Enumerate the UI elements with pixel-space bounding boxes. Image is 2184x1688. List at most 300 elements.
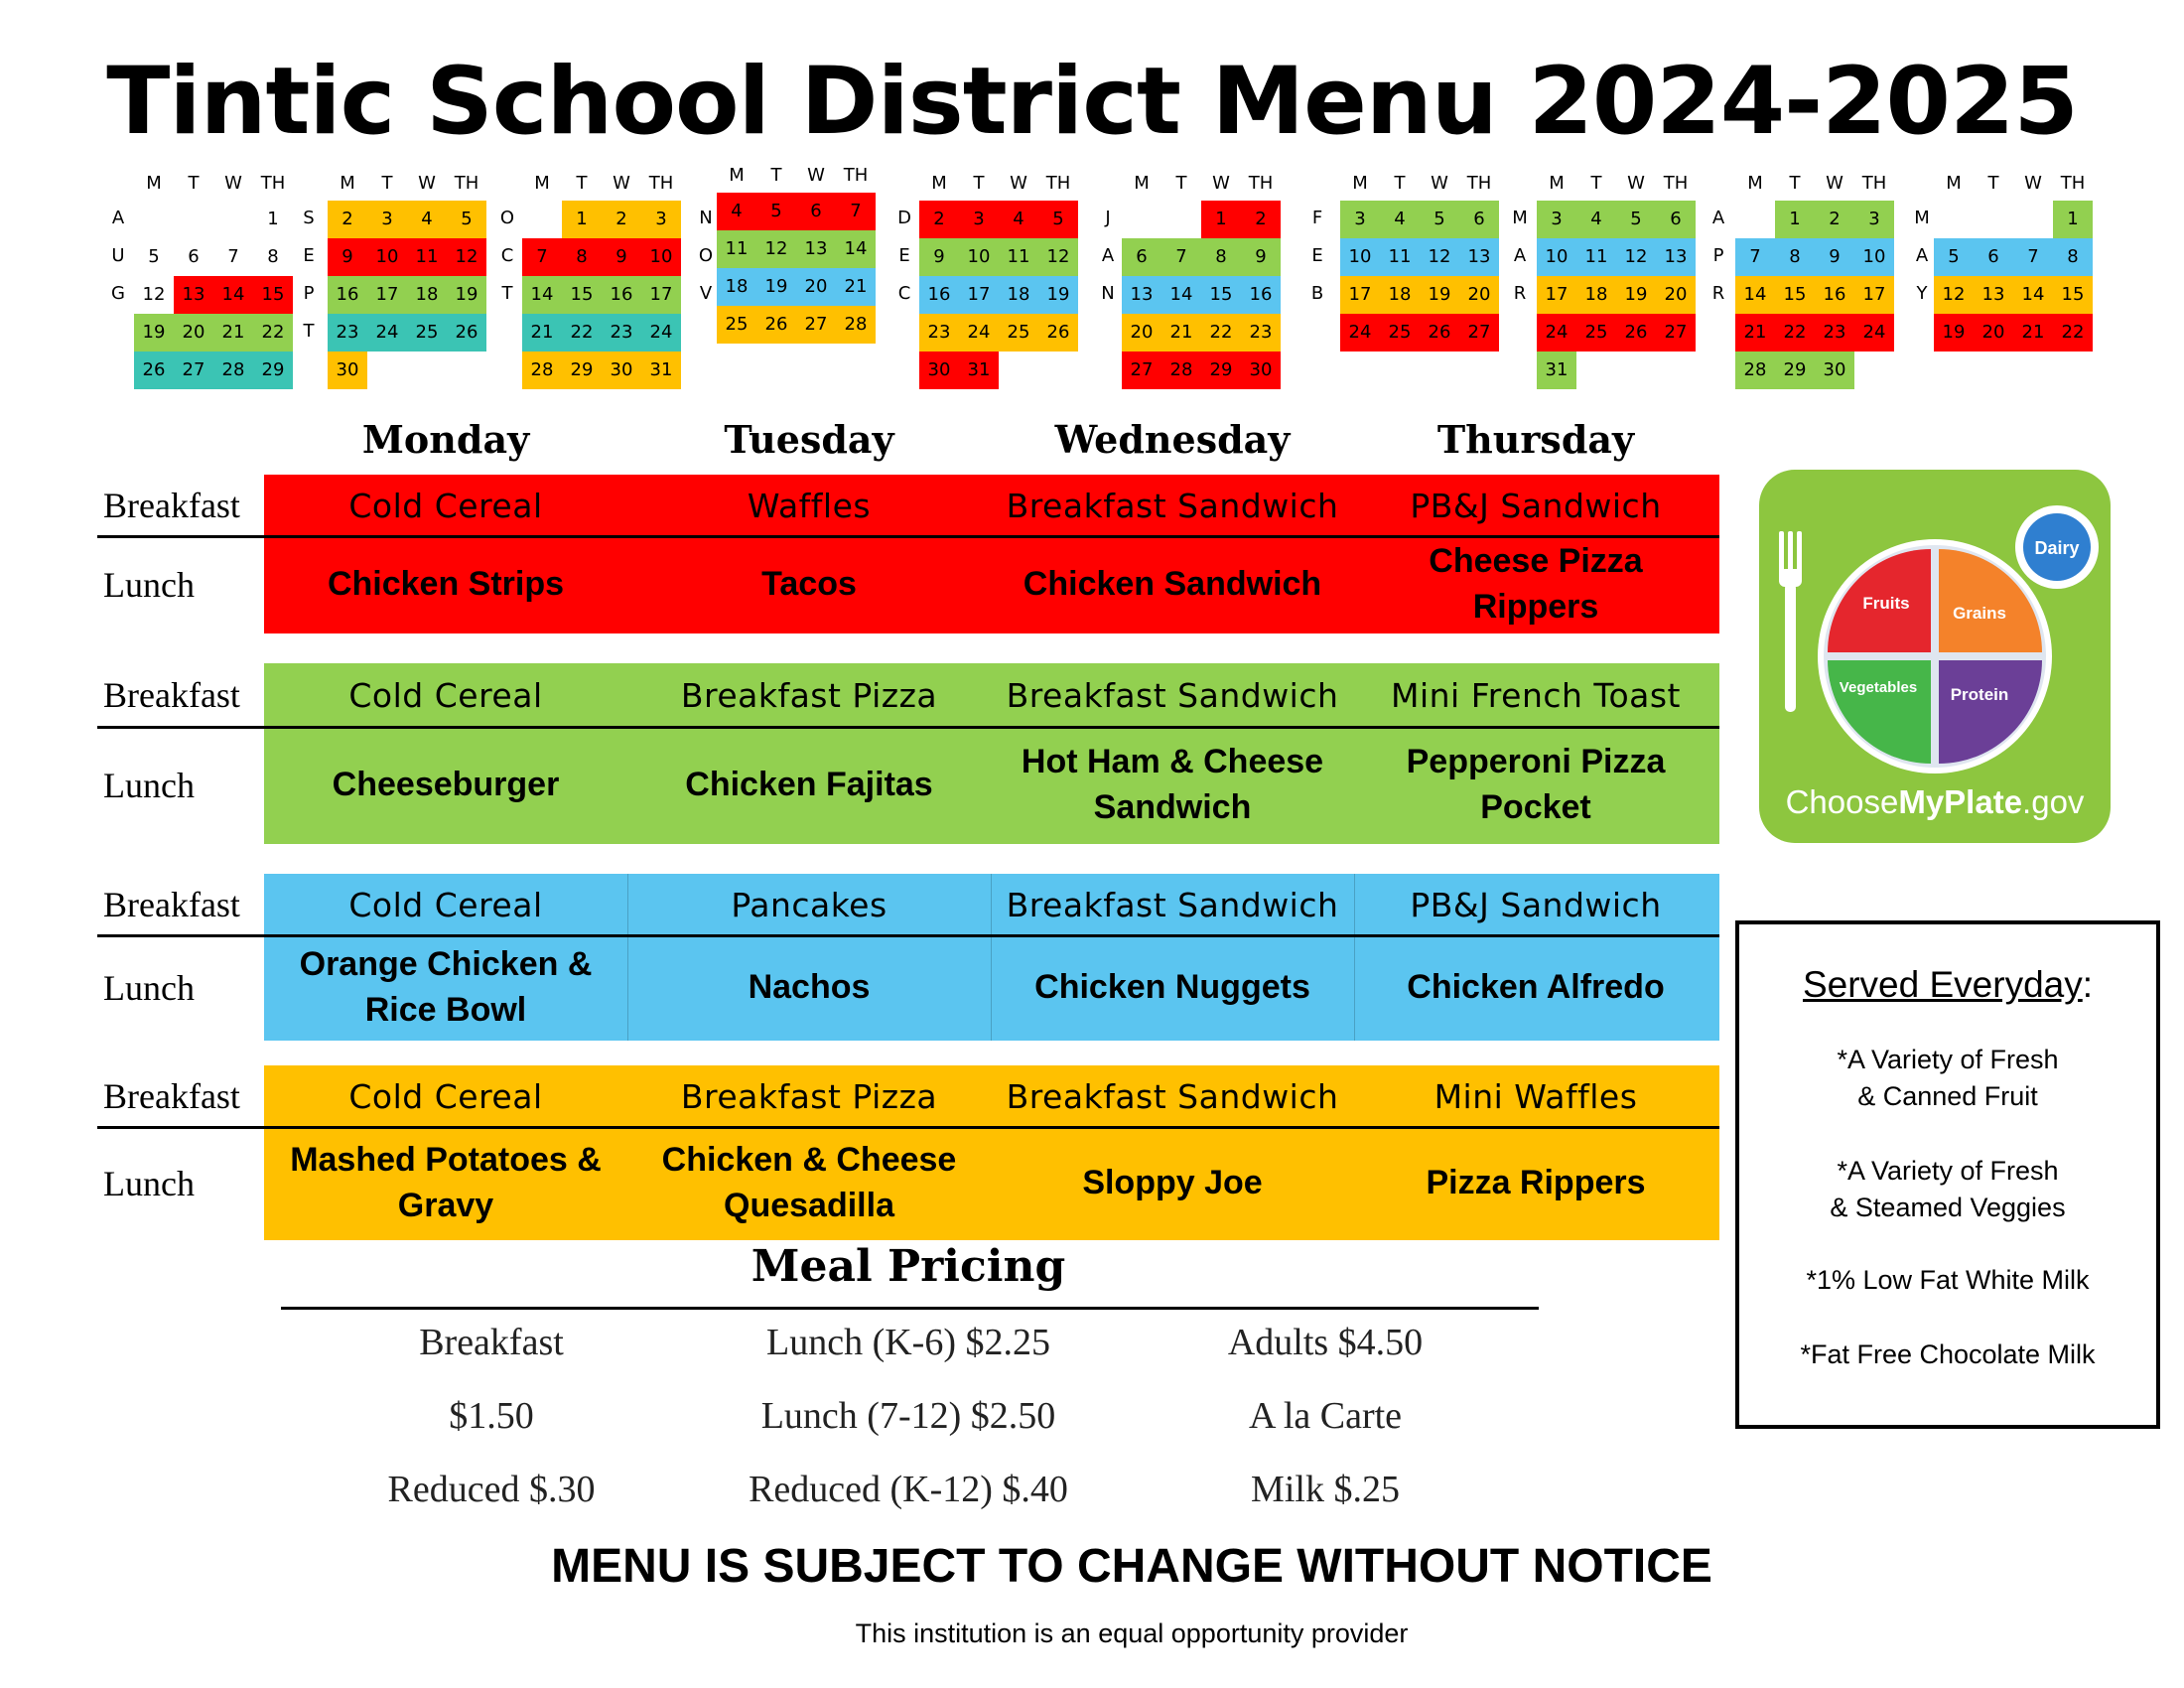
- pricing-divider: [281, 1307, 1539, 1310]
- breakfast-item: Breakfast Sandwich: [1006, 885, 1339, 924]
- calendar-day: 15: [1783, 284, 1807, 305]
- calendar-day: 20: [1981, 322, 2005, 343]
- calendar-day: 1: [267, 209, 279, 229]
- calendar-day: 30: [336, 359, 359, 380]
- calendar-day: 14: [221, 284, 245, 305]
- everyday-chocolate-milk: *Fat Free Chocolate Milk: [1800, 1339, 2096, 1369]
- calendar-day: 10: [967, 246, 991, 267]
- lunch-item: Sloppy Joe: [1082, 1164, 1263, 1202]
- calendar-day: 31: [967, 359, 991, 380]
- calendar-day: 22: [261, 322, 285, 343]
- calendar-day: 23: [336, 322, 359, 343]
- calendar-day: 30: [610, 359, 633, 380]
- month-letter: E: [303, 245, 315, 266]
- served-everyday-heading: Served Everyday:: [1802, 964, 2094, 1005]
- weekday-header: W: [1212, 173, 1230, 194]
- month-letter: C: [897, 283, 911, 304]
- calendar-day: 26: [1046, 322, 1070, 343]
- calendar-day: 28: [221, 359, 245, 380]
- month-letter: F: [1311, 208, 1323, 228]
- lunch-item: Tacos: [761, 565, 857, 604]
- change-notice: MENU IS SUBJECT TO CHANGE WITHOUT NOTICE: [551, 1540, 1712, 1593]
- month-letter: O: [698, 245, 714, 266]
- breakfast-item: Pancakes: [731, 885, 887, 924]
- month-letter: B: [1310, 283, 1324, 304]
- weekday-header: M: [1134, 173, 1150, 194]
- calendar-day: 30: [1823, 359, 1846, 380]
- calendar-day: 29: [570, 359, 594, 380]
- breakfast-label: Breakfast: [103, 885, 240, 924]
- equal-opportunity-statement: This institution is an equal opportunity provider: [855, 1618, 1409, 1648]
- lunch-item: Chicken & Cheese Quesadilla: [661, 1141, 957, 1224]
- calendar-day: 24: [649, 322, 673, 343]
- weekday-header: W: [1826, 173, 1843, 194]
- month-letter: J: [1105, 208, 1111, 228]
- calendar-day: 30: [927, 359, 951, 380]
- myplate-graphic: [1759, 470, 2111, 843]
- calendar-day: 26: [142, 359, 166, 380]
- calendar-day: 15: [261, 284, 285, 305]
- calendar-day: 18: [1388, 284, 1412, 305]
- fruits-label: Fruits: [1862, 594, 1910, 613]
- weekday-header: T: [1789, 173, 1801, 194]
- calendar-day: 2: [1829, 209, 1841, 229]
- calendar-day: 7: [536, 246, 548, 267]
- vegetables-label: Vegetables: [1839, 679, 1918, 696]
- weekday-header: W: [1010, 173, 1027, 194]
- month-letter: Y: [1916, 283, 1928, 304]
- weekday-header: TH: [1045, 173, 1071, 194]
- breakfast-label: Breakfast: [103, 1076, 240, 1116]
- price-lunch-712: Lunch (7-12) $2.50: [760, 1395, 1056, 1437]
- month-letter: A: [1711, 208, 1725, 228]
- calendar-day: 17: [375, 284, 399, 305]
- calendar-day: 10: [1862, 246, 1886, 267]
- calendar-day: 21: [844, 276, 868, 297]
- calendar-day: 12: [764, 238, 788, 259]
- calendar-day: 11: [1388, 246, 1412, 267]
- calendar-day: 9: [1255, 246, 1267, 267]
- calendar-day: 19: [764, 276, 788, 297]
- weekday-header: TH: [648, 173, 674, 194]
- calendar-day: 10: [375, 246, 399, 267]
- month-letter: G: [111, 283, 125, 304]
- calendar-day: 3: [1868, 209, 1880, 229]
- calendar-day: 10: [1545, 246, 1569, 267]
- day-header-wednesday: Wednesday: [1054, 417, 1291, 462]
- calendar-day: 13: [1664, 246, 1688, 267]
- calendar-day: 9: [1829, 246, 1841, 267]
- weekday-header: TH: [2060, 173, 2086, 194]
- calendar-day: 18: [1007, 284, 1030, 305]
- calendar-day: 13: [1467, 246, 1491, 267]
- month-letter: V: [699, 283, 713, 304]
- calendar-day: 12: [1046, 246, 1070, 267]
- calendar-day: 25: [415, 322, 439, 343]
- price-breakfast: Breakfast: [419, 1322, 564, 1363]
- calendar-day: 24: [375, 322, 399, 343]
- weekday-header: TH: [454, 173, 479, 194]
- calendar-day: 1: [2067, 209, 2079, 229]
- lunch-item: Mashed Potatoes & Gravy: [290, 1141, 602, 1224]
- calendar-day: 6: [1987, 246, 1999, 267]
- month-letter: D: [897, 208, 911, 228]
- grains-label: Grains: [1953, 604, 2006, 623]
- weekday-header: W: [224, 173, 242, 194]
- weekday-header: TH: [260, 173, 286, 194]
- calendar-day: 13: [1981, 284, 2005, 305]
- month-letter: R: [1513, 283, 1527, 304]
- calendar-day: 19: [1046, 284, 1070, 305]
- calendar-day: 20: [1467, 284, 1491, 305]
- weekday-header: M: [340, 173, 355, 194]
- calendar-day: 5: [148, 246, 160, 267]
- everyday-veggies: [1739, 1153, 2156, 1226]
- calendar-day: 17: [649, 284, 673, 305]
- month-letter: M: [1914, 208, 1930, 228]
- weekday-header: W: [1431, 173, 1448, 194]
- calendar-day: 26: [455, 322, 478, 343]
- calendar-day: 16: [927, 284, 951, 305]
- served-everyday-box: [1735, 920, 2160, 1429]
- page-title: Tintic School District Menu 2024-2025: [106, 48, 2078, 156]
- month-letter: M: [1512, 208, 1528, 228]
- calendar-day: 19: [455, 284, 478, 305]
- calendar-day: 24: [1348, 322, 1372, 343]
- price-lunch-reduced: Reduced (K-12) $.40: [749, 1469, 1068, 1510]
- calendar-day: 11: [1007, 246, 1030, 267]
- calendar-day: 21: [1743, 322, 1767, 343]
- calendar-day: 22: [1209, 322, 1233, 343]
- calendar-day: 24: [1545, 322, 1569, 343]
- calendar-day: 4: [421, 209, 433, 229]
- lunch-item: Chicken Strips: [327, 565, 565, 604]
- myplate-brand: [1759, 783, 2111, 821]
- calendar-day: 5: [1948, 246, 1960, 267]
- calendar-day: 22: [570, 322, 594, 343]
- calendar-day: 2: [615, 209, 627, 229]
- weekday-header: M: [1946, 173, 1962, 194]
- breakfast-item: Mini Waffles: [1433, 1076, 1638, 1116]
- day-header-thursday: Thursday: [1436, 417, 1635, 462]
- breakfast-item: Cold Cereal: [348, 885, 543, 924]
- calendar-day: 16: [610, 284, 633, 305]
- month-letter: E: [1311, 245, 1323, 266]
- day-header-monday: Monday: [361, 417, 530, 462]
- calendar-day: 16: [1823, 284, 1846, 305]
- calendar-day: 6: [188, 246, 200, 267]
- calendar-day: 5: [1052, 209, 1064, 229]
- calendar-day: 3: [1354, 209, 1366, 229]
- weekday-header: W: [613, 173, 630, 194]
- calendar-day: 16: [1249, 284, 1273, 305]
- calendar-day: 17: [1862, 284, 1886, 305]
- calendar-day: 27: [1130, 359, 1154, 380]
- calendar-day: 10: [1348, 246, 1372, 267]
- weekday-header: TH: [843, 165, 869, 186]
- calendar-day: 8: [267, 246, 279, 267]
- calendar-day: 21: [2021, 322, 2045, 343]
- calendar-day: 31: [649, 359, 673, 380]
- calendar-day: 14: [844, 238, 868, 259]
- weekday-header: T: [770, 165, 782, 186]
- calendar-day: 20: [804, 276, 828, 297]
- price-adults: Adults $4.50: [1227, 1322, 1424, 1363]
- weekday-header: TH: [1466, 173, 1492, 194]
- weekday-header: W: [2024, 173, 2042, 194]
- weekday-header: T: [1175, 173, 1187, 194]
- calendar-day: 19: [142, 322, 166, 343]
- calendar-day: 5: [1630, 209, 1642, 229]
- calendar-day: 17: [1545, 284, 1569, 305]
- calendar-day: 22: [2061, 322, 2085, 343]
- calendar-day: 26: [1624, 322, 1648, 343]
- calendar-day: 9: [341, 246, 353, 267]
- everyday-veggies-line2: & Steamed Veggies: [1830, 1193, 2066, 1222]
- calendar-day: 19: [1942, 322, 1966, 343]
- breakfast-item: Breakfast Pizza: [680, 1076, 938, 1116]
- weekday-header: T: [188, 173, 200, 194]
- calendar-day: 25: [725, 314, 749, 335]
- month-letter: S: [303, 208, 315, 228]
- calendar-day: 9: [615, 246, 627, 267]
- breakfast-label: Breakfast: [103, 675, 240, 715]
- calendar-day: 14: [2021, 284, 2045, 305]
- lunch-item: Cheeseburger: [332, 766, 560, 804]
- calendar-day: 28: [530, 359, 554, 380]
- weekday-header: M: [1549, 173, 1565, 194]
- calendar-day: 22: [1783, 322, 1807, 343]
- lunch-item: Chicken Fajitas: [685, 766, 933, 804]
- served-everyday-title: Served Everyday: [1802, 964, 2083, 1005]
- calendar-day: 27: [182, 359, 205, 380]
- breakfast-label: Breakfast: [103, 486, 240, 525]
- weekday-header: M: [931, 173, 947, 194]
- weekday-header: W: [1627, 173, 1645, 194]
- calendar-day: 4: [1590, 209, 1602, 229]
- weekday-header: T: [1590, 173, 1602, 194]
- weekday-header: M: [729, 165, 745, 186]
- calendar-day: 13: [804, 238, 828, 259]
- calendar-day: 19: [1428, 284, 1451, 305]
- weekday-header: TH: [1663, 173, 1689, 194]
- calendar-day: 20: [1664, 284, 1688, 305]
- price-breakfast-amount: $1.50: [449, 1395, 534, 1437]
- lunch-item: Nachos: [748, 968, 871, 1007]
- price-breakfast-reduced: Reduced $.30: [387, 1469, 596, 1510]
- pricing-title: Meal Pricing: [751, 1241, 1066, 1292]
- lunch-item: Orange Chicken & Rice Bowl: [299, 945, 593, 1029]
- weekday-header: W: [418, 173, 436, 194]
- calendar-day: 2: [933, 209, 945, 229]
- breakfast-item: Breakfast Sandwich: [1006, 486, 1339, 525]
- weekday-header: W: [807, 165, 825, 186]
- calendar-day: 29: [261, 359, 285, 380]
- calendar-day: 17: [967, 284, 991, 305]
- everyday-fruit-line2: & Canned Fruit: [1857, 1081, 2038, 1111]
- breakfast-item: PB&J Sandwich: [1410, 885, 1662, 924]
- calendar-day: 12: [1624, 246, 1648, 267]
- calendar-day: 6: [1136, 246, 1148, 267]
- breakfast-item: Breakfast Pizza: [680, 675, 938, 715]
- lunch-item: Chicken Sandwich: [1023, 565, 1322, 604]
- calendar-day: 5: [461, 209, 473, 229]
- calendar-day: 30: [1249, 359, 1273, 380]
- calendar-day: 23: [1823, 322, 1846, 343]
- calendar-day: 25: [1388, 322, 1412, 343]
- calendar-day: 26: [1428, 322, 1451, 343]
- month-letter: R: [1711, 283, 1725, 304]
- weekday-header: T: [381, 173, 393, 194]
- calendar-day: 4: [1394, 209, 1406, 229]
- calendar-day: 14: [530, 284, 554, 305]
- calendar-day: 3: [381, 209, 393, 229]
- breakfast-item: Breakfast Sandwich: [1006, 675, 1339, 715]
- lunch-item: Pizza Rippers: [1426, 1164, 1646, 1202]
- weekday-header: T: [973, 173, 985, 194]
- brand-gov: .gov: [2022, 783, 2085, 820]
- calendar-day: 5: [770, 201, 782, 221]
- calendar-day: 7: [2027, 246, 2039, 267]
- lunch-label: Lunch: [103, 766, 195, 805]
- month-letter: C: [500, 245, 514, 266]
- price-lunch-k6: Lunch (K-6) $2.25: [766, 1322, 1050, 1363]
- calendar-day: 12: [455, 246, 478, 267]
- calendar-day: 6: [1473, 209, 1485, 229]
- calendar-day: 12: [1942, 284, 1966, 305]
- calendar-day: 2: [341, 209, 353, 229]
- calendar-day: 13: [182, 284, 205, 305]
- weekday-header: T: [576, 173, 588, 194]
- calendar-day: 21: [221, 322, 245, 343]
- weekday-header: M: [1747, 173, 1763, 194]
- calendar-day: 28: [844, 314, 868, 335]
- calendar-day: 3: [1551, 209, 1563, 229]
- calendar-day: 16: [336, 284, 359, 305]
- month-letter: T: [501, 283, 513, 304]
- lunch-label: Lunch: [103, 968, 195, 1008]
- breakfast-item: Breakfast Sandwich: [1006, 1076, 1339, 1116]
- weekday-header: M: [534, 173, 550, 194]
- calendar-day: 7: [1749, 246, 1761, 267]
- calendar-day: 15: [2061, 284, 2085, 305]
- calendar-day: 6: [1670, 209, 1682, 229]
- everyday-veggies-line1: *A Variety of Fresh: [1837, 1156, 2059, 1186]
- calendar-day: 25: [1584, 322, 1608, 343]
- weekday-header: T: [1987, 173, 1999, 194]
- calendar-day: 31: [1545, 359, 1569, 380]
- price-milk: Milk $.25: [1251, 1469, 1400, 1510]
- protein-label: Protein: [1950, 685, 2009, 704]
- calendar-day: 2: [1255, 209, 1267, 229]
- calendar-day: 1: [1789, 209, 1801, 229]
- calendar-day: 28: [1169, 359, 1193, 380]
- month-letter: A: [1513, 245, 1527, 266]
- calendar-day: 18: [725, 276, 749, 297]
- breakfast-item: Cold Cereal: [348, 675, 543, 715]
- breakfast-item: Waffles: [747, 486, 872, 525]
- calendar-day: 21: [1169, 322, 1193, 343]
- calendar-day: 5: [1433, 209, 1445, 229]
- calendar-day: 26: [764, 314, 788, 335]
- calendar-day: 17: [1348, 284, 1372, 305]
- calendar-day: 19: [1624, 284, 1648, 305]
- calendar-day: 29: [1209, 359, 1233, 380]
- calendar-day: 1: [576, 209, 588, 229]
- month-letter: A: [1915, 245, 1929, 266]
- calendar-day: 14: [1169, 284, 1193, 305]
- calendar-day: 13: [1130, 284, 1154, 305]
- lunch-item: Cheese Pizza Rippers: [1429, 542, 1643, 626]
- lunch-item: Chicken Alfredo: [1407, 968, 1665, 1007]
- lunch-item: Chicken Nuggets: [1034, 968, 1310, 1007]
- calendar-day: 8: [2067, 246, 2079, 267]
- calendar-day: 11: [725, 238, 749, 259]
- calendar-day: 27: [1467, 322, 1491, 343]
- calendar-day: 20: [1130, 322, 1154, 343]
- calendar-day: 18: [1584, 284, 1608, 305]
- calendar-day: 23: [927, 322, 951, 343]
- calendar-day: 3: [655, 209, 667, 229]
- month-letter: N: [1101, 283, 1115, 304]
- calendar-day: 6: [810, 201, 822, 221]
- calendar-day: 8: [1215, 246, 1227, 267]
- everyday-fruit: [1739, 1042, 2156, 1115]
- breakfast-item: Mini French Toast: [1391, 675, 1681, 715]
- everyday-white-milk: *1% Low Fat White Milk: [1806, 1265, 2090, 1295]
- calendar-day: 7: [850, 201, 862, 221]
- calendar-day: 29: [1783, 359, 1807, 380]
- weekday-header: M: [1352, 173, 1368, 194]
- calendar-day: 24: [967, 322, 991, 343]
- month-letter: E: [898, 245, 910, 266]
- month-letter: A: [1101, 245, 1115, 266]
- calendar-day: 18: [415, 284, 439, 305]
- breakfast-item: Cold Cereal: [348, 1076, 543, 1116]
- day-header-tuesday: Tuesday: [724, 417, 894, 462]
- calendar-day: 4: [731, 201, 743, 221]
- calendar-day: 3: [973, 209, 985, 229]
- month-letter: O: [499, 208, 515, 228]
- calendar-day: 10: [649, 246, 673, 267]
- month-letter: U: [111, 245, 125, 266]
- calendar-day: 15: [570, 284, 594, 305]
- calendar-day: 23: [610, 322, 633, 343]
- calendar-day: 15: [1209, 284, 1233, 305]
- calendar-day: 12: [1428, 246, 1451, 267]
- calendar-day: 9: [933, 246, 945, 267]
- breakfast-item: PB&J Sandwich: [1410, 486, 1662, 525]
- lunch-label: Lunch: [103, 565, 195, 605]
- calendar-day: 27: [1664, 322, 1688, 343]
- weekday-header: M: [146, 173, 162, 194]
- breakfast-item: Cold Cereal: [348, 486, 543, 525]
- everyday-fruit-line1: *A Variety of Fresh: [1837, 1045, 2059, 1074]
- calendar-day: 8: [1789, 246, 1801, 267]
- brand-myplate: MyPlate: [1898, 783, 2023, 820]
- calendar-day: 11: [415, 246, 439, 267]
- month-letter: P: [303, 283, 315, 304]
- calendar-day: 4: [1013, 209, 1024, 229]
- month-letter: P: [1712, 245, 1724, 266]
- price-a-la-carte: A la Carte: [1248, 1395, 1403, 1437]
- calendar-day: 7: [1175, 246, 1187, 267]
- lunch-label: Lunch: [103, 1164, 195, 1203]
- calendar-day: 14: [1743, 284, 1767, 305]
- dairy-label: Dairy: [2034, 538, 2080, 558]
- month-letter: T: [303, 321, 315, 342]
- calendar-day: 12: [142, 284, 166, 305]
